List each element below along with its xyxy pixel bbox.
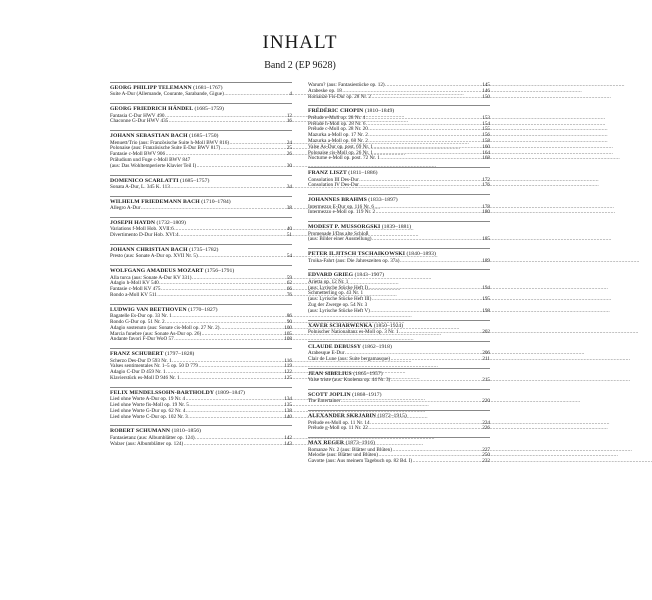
work-title: Prélude c-Moll op. 28 Nr. 20: [308, 126, 368, 133]
composer-dates: (1756–1791): [204, 268, 235, 275]
page-number: 135: [284, 401, 292, 408]
page-number: 66: [286, 286, 292, 293]
dot-leader: [391, 378, 482, 384]
work-title: Romanze Nr. 2 (aus: Blätter und Blüten): [308, 446, 392, 453]
work-title: Troika-Fahrt (aus: Die Jahreszeiten op. 37a): [308, 257, 400, 264]
page-number: 211: [482, 355, 490, 362]
page-number: 150: [482, 93, 490, 100]
work-entry: [110, 185, 292, 191]
composer-section: [110, 304, 292, 343]
work-title: Prélude g-Moll op. 11 Nr. 22: [308, 425, 368, 432]
work-title: Schmetterling op. 43 Nr. 1: [308, 290, 364, 297]
page-number: 134: [284, 396, 292, 403]
composer-section: [110, 425, 292, 447]
page-number: 30: [286, 162, 292, 169]
page-number: 59: [286, 274, 292, 281]
dot-leader: [341, 399, 482, 405]
composer-dates: (1810–1856): [171, 428, 201, 435]
composer-section: [308, 437, 490, 465]
dot-leader: [368, 286, 481, 292]
composer-section: [110, 348, 292, 382]
page-number: 155: [482, 126, 490, 133]
work-title: Fantasia C-Dur HWV 490: [110, 112, 165, 119]
composer-name: JOHANN CHRISTIAN BACH: [110, 247, 188, 253]
dot-leader: [391, 357, 482, 363]
composer-dates: (1685–1757): [179, 177, 210, 184]
work-entry: [308, 357, 490, 363]
dot-leader: [368, 426, 481, 432]
composer-dates: (1685–1750): [189, 133, 219, 140]
composer-dates: (1681–1767): [193, 85, 223, 91]
dot-leader: [376, 210, 482, 216]
work-title: (aus: Bilder einer Ausstellung): [308, 236, 372, 243]
dot-leader: [180, 376, 283, 382]
composer-section: [308, 410, 490, 432]
page-number: 119: [284, 363, 292, 370]
page-number: 125: [284, 374, 292, 381]
composer-dates: (1809–1847): [215, 389, 245, 396]
composer-name: XAVER SCHARWENKA: [308, 322, 373, 329]
composer-name: ROBERT SCHUMANN: [110, 428, 171, 435]
page-number: 34: [286, 184, 292, 190]
page-number: 105: [284, 330, 292, 337]
page-number: 86: [286, 313, 292, 320]
work-title: Prélude e-Moll op. 28 Nr. 4: [308, 114, 366, 121]
dot-leader: [400, 259, 482, 265]
work-title: Mazurka a-Moll op. 17 Nr. 2: [308, 132, 368, 139]
page-number: 108: [284, 336, 292, 343]
page-number: 180: [482, 209, 490, 216]
composer-name: GEORG FRIEDRICH HÄNDEL: [110, 106, 194, 113]
work-title: Zug der Zwerge op. 54 Nr. 3: [308, 301, 368, 308]
page-number: 122: [284, 369, 292, 376]
right-column: [308, 82, 490, 465]
page-number: 185: [482, 236, 490, 243]
work-title: Polnischer Nationaltanz es-Moll op. 3 Nr. 1: [308, 328, 399, 335]
work-title: Nocturne e-Moll op. post. 72 Nr. 1: [308, 155, 380, 162]
work-entry: [110, 293, 292, 299]
work-entry: [110, 164, 292, 170]
work-title: Clair de Lune (aus: Suite bergamasque): [308, 355, 391, 362]
dot-leader: [184, 442, 284, 448]
work-title: Adagio sostenuto (aus: Sonate cis-Moll op. 27 Nr. 2): [110, 324, 220, 331]
work-title: (aus: Lyrische Stücke Heft V): [308, 307, 370, 314]
composer-dates: (1843–1907): [354, 272, 384, 279]
page-number: 16: [286, 118, 292, 125]
dot-leader: [372, 237, 482, 243]
composer-name: FELIX MENDELSSOHN-BARTHOLDY: [110, 389, 215, 396]
composer-name: WILHELM FRIEDEMANN BACH: [110, 198, 200, 205]
composer-name: DOMENICO SCARLATTI: [110, 177, 179, 184]
composer-name: CLAUDE DEBUSSY: [308, 343, 362, 350]
page-number: 38: [286, 205, 292, 212]
work-title: Consolation IV Des-Dur: [308, 182, 359, 189]
work-title: Polonaise cis-Moll op. 26 Nr. 1: [308, 149, 373, 156]
page-number: 51: [286, 232, 292, 239]
page-number: 26: [286, 151, 292, 158]
page-number: 172: [482, 176, 490, 183]
page-number: 176: [482, 182, 490, 189]
work-title: Adagio C-Dur D 459 Nr. 1: [110, 369, 166, 376]
work-title: Prélude h-Moll op. 28 Nr. 6: [308, 120, 366, 127]
composer-section: [308, 221, 490, 243]
composer-dates: (1797–1828): [164, 351, 195, 358]
left-column: [110, 82, 292, 447]
page-number: 164: [482, 149, 490, 156]
composer-section: [308, 269, 490, 314]
work-entry: [308, 183, 490, 189]
page-number: 54: [286, 253, 292, 260]
work-title: Präludium und Fuge c-Moll BWV 847: [110, 157, 191, 163]
work-title: Arietta op. 12 Nr. 1: [308, 278, 349, 285]
composer-dates: (1865–1957): [353, 370, 383, 377]
work-entry: [308, 378, 490, 384]
dot-leader: [372, 297, 482, 303]
work-entry: [110, 233, 292, 239]
work-title: Klavierstück es-Moll D 946 Nr. 1: [110, 374, 180, 381]
dot-leader: [399, 330, 482, 336]
page-number: 158: [482, 137, 490, 144]
page-number: 227: [482, 446, 490, 453]
page-number: 220: [482, 398, 490, 405]
page-number: 202: [482, 328, 490, 335]
work-entry: [110, 337, 292, 343]
work-entry: [308, 399, 490, 405]
composer-section: [308, 368, 490, 384]
page-number: 76: [286, 292, 292, 298]
composer-dates: (1685–1759): [194, 106, 224, 113]
dot-leader: [170, 185, 286, 191]
work-title: Bagatelle Es-Dur op. 33 Nr. 1: [110, 313, 172, 320]
composer-name: ALEXANDER SKRJABIN: [308, 413, 377, 420]
composer-name: JOSEPH HAYDN: [110, 220, 156, 226]
work-title: Intermezzo e-Moll op. 119 Nr. 2: [308, 209, 376, 216]
dot-leader: [174, 337, 283, 343]
work-title: Presto (aus: Sonate A-Dur op. XVII Nr. 5): [110, 253, 198, 260]
composer-dates: (1732–1809): [156, 220, 186, 226]
work-title: (aus: Lyrische Stücke Heft III): [308, 296, 372, 303]
work-title: Melodie (aus: Blätter und Blüten): [308, 452, 379, 459]
composer-section: [110, 387, 292, 421]
composer-dates: (1735–1782): [189, 247, 219, 253]
dot-leader: [359, 183, 481, 189]
page-number: 156: [482, 132, 490, 139]
composer-name: MODEST P. MUSSORGSKI: [308, 224, 381, 231]
composer-dates: (1862–1918): [362, 343, 392, 350]
dot-leader: [380, 156, 481, 162]
page-number: 143: [284, 440, 292, 447]
work-entry: [110, 92, 292, 98]
page-number: 206: [482, 350, 490, 357]
composer-name: FRANZ SCHUBERT: [110, 351, 164, 358]
work-title: Lied ohne Worte C-Dur op. 102 Nr. 3: [110, 413, 188, 420]
work-entry: [110, 254, 292, 260]
work-title: Rondo a-Moll KV 511: [110, 292, 157, 298]
page-number: 12: [286, 112, 292, 119]
page-number: 232: [482, 458, 490, 465]
dot-leader: [179, 233, 286, 239]
composer-dates: (1840–1893): [406, 251, 436, 258]
work-title: Allegro A-Dur: [110, 205, 141, 212]
composer-dates: (1810–1849): [364, 108, 395, 115]
composer-name: PETER ILJITSCH TSCHAIKOWSKI: [308, 251, 406, 258]
page-title: INHALT: [262, 32, 338, 53]
page-number: 146: [482, 87, 490, 94]
composer-name: LUDWIG VAN BEETHOVEN: [110, 306, 187, 313]
page-number: 100: [284, 324, 292, 331]
work-title: (aus: Lyrische Stücke Heft I): [308, 284, 368, 291]
work-title: Romanze Fis-Dur op. 28 Nr. 2: [308, 93, 371, 100]
dot-leader: [157, 293, 286, 299]
work-entry: [308, 309, 490, 315]
page-number: 154: [482, 120, 490, 127]
composer-name: GEORG PHILIPP TELEMANN: [110, 85, 192, 91]
work-title: Suite A-Dur (Allemande, Courante, Sarabande, Gigue): [110, 91, 224, 98]
work-title: Andante favori F-Dur WoO 57: [110, 336, 174, 343]
composer-name: SCOTT JOPLIN: [308, 391, 351, 398]
composer-dates: (1850–1924): [373, 322, 404, 329]
composer-name: EDVARD GRIEG: [308, 272, 354, 279]
composer-dates: (1833–1897): [368, 197, 398, 204]
composer-section: [110, 82, 292, 98]
composer-section: [110, 130, 292, 169]
work-entry: [308, 237, 490, 243]
composer-name: JOHANNES BRAHMS: [308, 197, 367, 204]
work-title: Walzer (aus: Albumblätter op. 124): [110, 440, 184, 447]
composer-dates: (1710–1784): [201, 198, 231, 205]
page-number: 153: [482, 114, 490, 121]
composer-name: FRÉDÉRIC CHOPIN: [308, 108, 364, 115]
composer-section: [308, 320, 490, 336]
composer-name: MAX REGER: [308, 440, 345, 447]
composer-section: [308, 105, 490, 162]
dot-leader: [197, 164, 287, 170]
composer-section: [308, 389, 490, 405]
work-title: Lied ohne Worte A-Dur op. 19 Nr. 4: [110, 396, 186, 403]
composer-section: [110, 196, 292, 212]
work-title: Fantasietanz (aus: Albumblätter op. 124): [110, 434, 195, 441]
composer-name: JEAN SIBELIUS: [308, 370, 352, 377]
page-number: 40: [286, 226, 292, 233]
page-number: 142: [284, 434, 292, 441]
work-title: Rondo G-Dur op. 51 Nr. 2: [110, 319, 165, 325]
page-number: 4: [289, 91, 292, 98]
page-number: 195: [482, 296, 490, 303]
dot-leader: [371, 95, 481, 101]
work-title: Alla turca (aus: Sonate A-Dur KV 331): [110, 274, 192, 281]
dot-leader: [141, 206, 286, 212]
work-title: Valses sentimentales Nr. 1–5 op. 50 D 779: [110, 363, 199, 370]
composer-section: [308, 248, 490, 264]
page-number: 24: [286, 139, 292, 146]
work-title: Adagio h-Moll KV 540: [110, 280, 159, 287]
page-number: 215: [482, 377, 490, 384]
composer-section: [110, 217, 292, 239]
work-entry: [308, 95, 490, 101]
work-title: Intermezzo E-Dur op. 116 Nr. 6: [308, 203, 374, 210]
work-title: Scherzo Des-Dur D 593 Nr. 1: [110, 357, 172, 364]
work-title: Divertimento D-Dur Hob. XVI:4: [110, 232, 179, 239]
composer-dates: (1839–1881): [381, 224, 412, 231]
work-title: Promenade I/Das alte Schloß: [308, 230, 369, 237]
page-number: 145: [482, 82, 490, 88]
page-number: 25: [286, 145, 292, 152]
page-number: 198: [482, 307, 490, 314]
work-title: Lied ohne Worte fis-Moll op. 19 Nr. 5: [110, 401, 189, 408]
composer-section: [308, 341, 490, 363]
composer-section: [110, 103, 292, 125]
page-number: 140: [284, 413, 292, 420]
work-title: Chaconne G-Dur HWV 435: [110, 118, 169, 125]
work-entry: [110, 442, 292, 448]
work-title: Marcia funebre (aus: Sonate As-Dur op. 26): [110, 330, 202, 337]
composer-section: [308, 82, 490, 100]
page-number: 189: [482, 257, 490, 264]
dot-leader: [370, 309, 481, 315]
work-title: Fantasie c-Moll KV 475: [110, 286, 161, 293]
composer-section: [308, 194, 490, 216]
work-title: Menuett/Trio (aus: Französische Suite h-Moll BWV 816): [110, 139, 230, 146]
composer-dates: (1872–1915): [377, 413, 407, 420]
composer-dates: (1868–1917): [352, 391, 382, 398]
work-title: Lied ohne Worte G-Dur op. 62 Nr. 4: [110, 407, 186, 414]
page-number: 178: [482, 203, 490, 210]
work-title: Arabeske op. 18: [308, 87, 342, 94]
composer-section: [110, 244, 292, 260]
work-title: Polonaise (aus: Französische Suite E-Dur BWV 817): [110, 145, 221, 152]
composer-name: FRANZ LISZT: [308, 170, 347, 177]
work-entry: [110, 415, 292, 421]
work-title: Valse As-Dur op. post. 69 Nr. 1: [308, 143, 373, 150]
page-number: 116: [284, 357, 292, 364]
page-subtitle: Band 2 (EP 9628): [264, 60, 336, 71]
composer-section: [308, 167, 490, 189]
work-title: Mazurka a-Moll op. 68 Nr. 2: [308, 137, 368, 144]
composer-dates: (1873–1916): [345, 440, 375, 447]
dot-leader: [198, 254, 286, 260]
work-entry: [308, 330, 490, 336]
work-title: The Entertainer: [308, 398, 341, 405]
page-number: 224: [482, 419, 490, 426]
work-title: Sonata A-Dur, L. 345 K. 113: [110, 184, 170, 190]
work-title: Consolation III Des-Dur: [308, 176, 359, 183]
work-title: Fantasie c-Moll BWV 906: [110, 151, 166, 158]
page-number: 138: [284, 407, 292, 414]
work-entry: [308, 259, 490, 265]
work-entry: [308, 156, 490, 162]
work-title: Warum? (aus: Fantasiestücke op. 12): [308, 82, 385, 88]
work-entry: [110, 206, 292, 212]
page-number: 90: [286, 319, 292, 325]
composer-section: [110, 265, 292, 299]
work-title: Variations f-Moll Hob. XVII:6: [110, 226, 174, 233]
work-entry: [110, 376, 292, 382]
page-number: 62: [286, 280, 292, 287]
composer-name: WOLFGANG AMADEUS MOZART: [110, 268, 204, 275]
dot-leader: [188, 415, 284, 421]
dot-leader: [413, 459, 482, 465]
page-number: 250: [482, 452, 490, 459]
page-number: 226: [482, 425, 490, 432]
composer-dates: (1770–1827): [188, 306, 218, 313]
composer-dates: (1811–1886): [348, 170, 378, 177]
work-entry: [308, 210, 490, 216]
work-entry: [110, 119, 292, 125]
work-title: Valse triste (aus: Kuolema op. 44 Nr. 3): [308, 377, 391, 384]
work-title: Gavotte (aus: Aus meinem Tagebuch op. 82 Bd. I): [308, 458, 413, 465]
work-entry: [308, 459, 490, 465]
page-number: 160: [482, 143, 490, 150]
work-title: Arabesque E-Dur: [308, 350, 345, 357]
dot-leader: [169, 119, 287, 125]
page-number: 194: [482, 284, 490, 291]
composer-name: JOHANN SEBASTIAN BACH: [110, 133, 188, 140]
work-entry: [308, 426, 490, 432]
work-title: Prélude es-Moll op. 11 Nr. 14: [308, 419, 370, 426]
work-title: (aus: Das Wohltemperierte Klavier Teil I): [110, 162, 197, 169]
composer-section: [110, 175, 292, 191]
dot-leader: [224, 92, 289, 98]
page-number: 168: [482, 155, 490, 162]
